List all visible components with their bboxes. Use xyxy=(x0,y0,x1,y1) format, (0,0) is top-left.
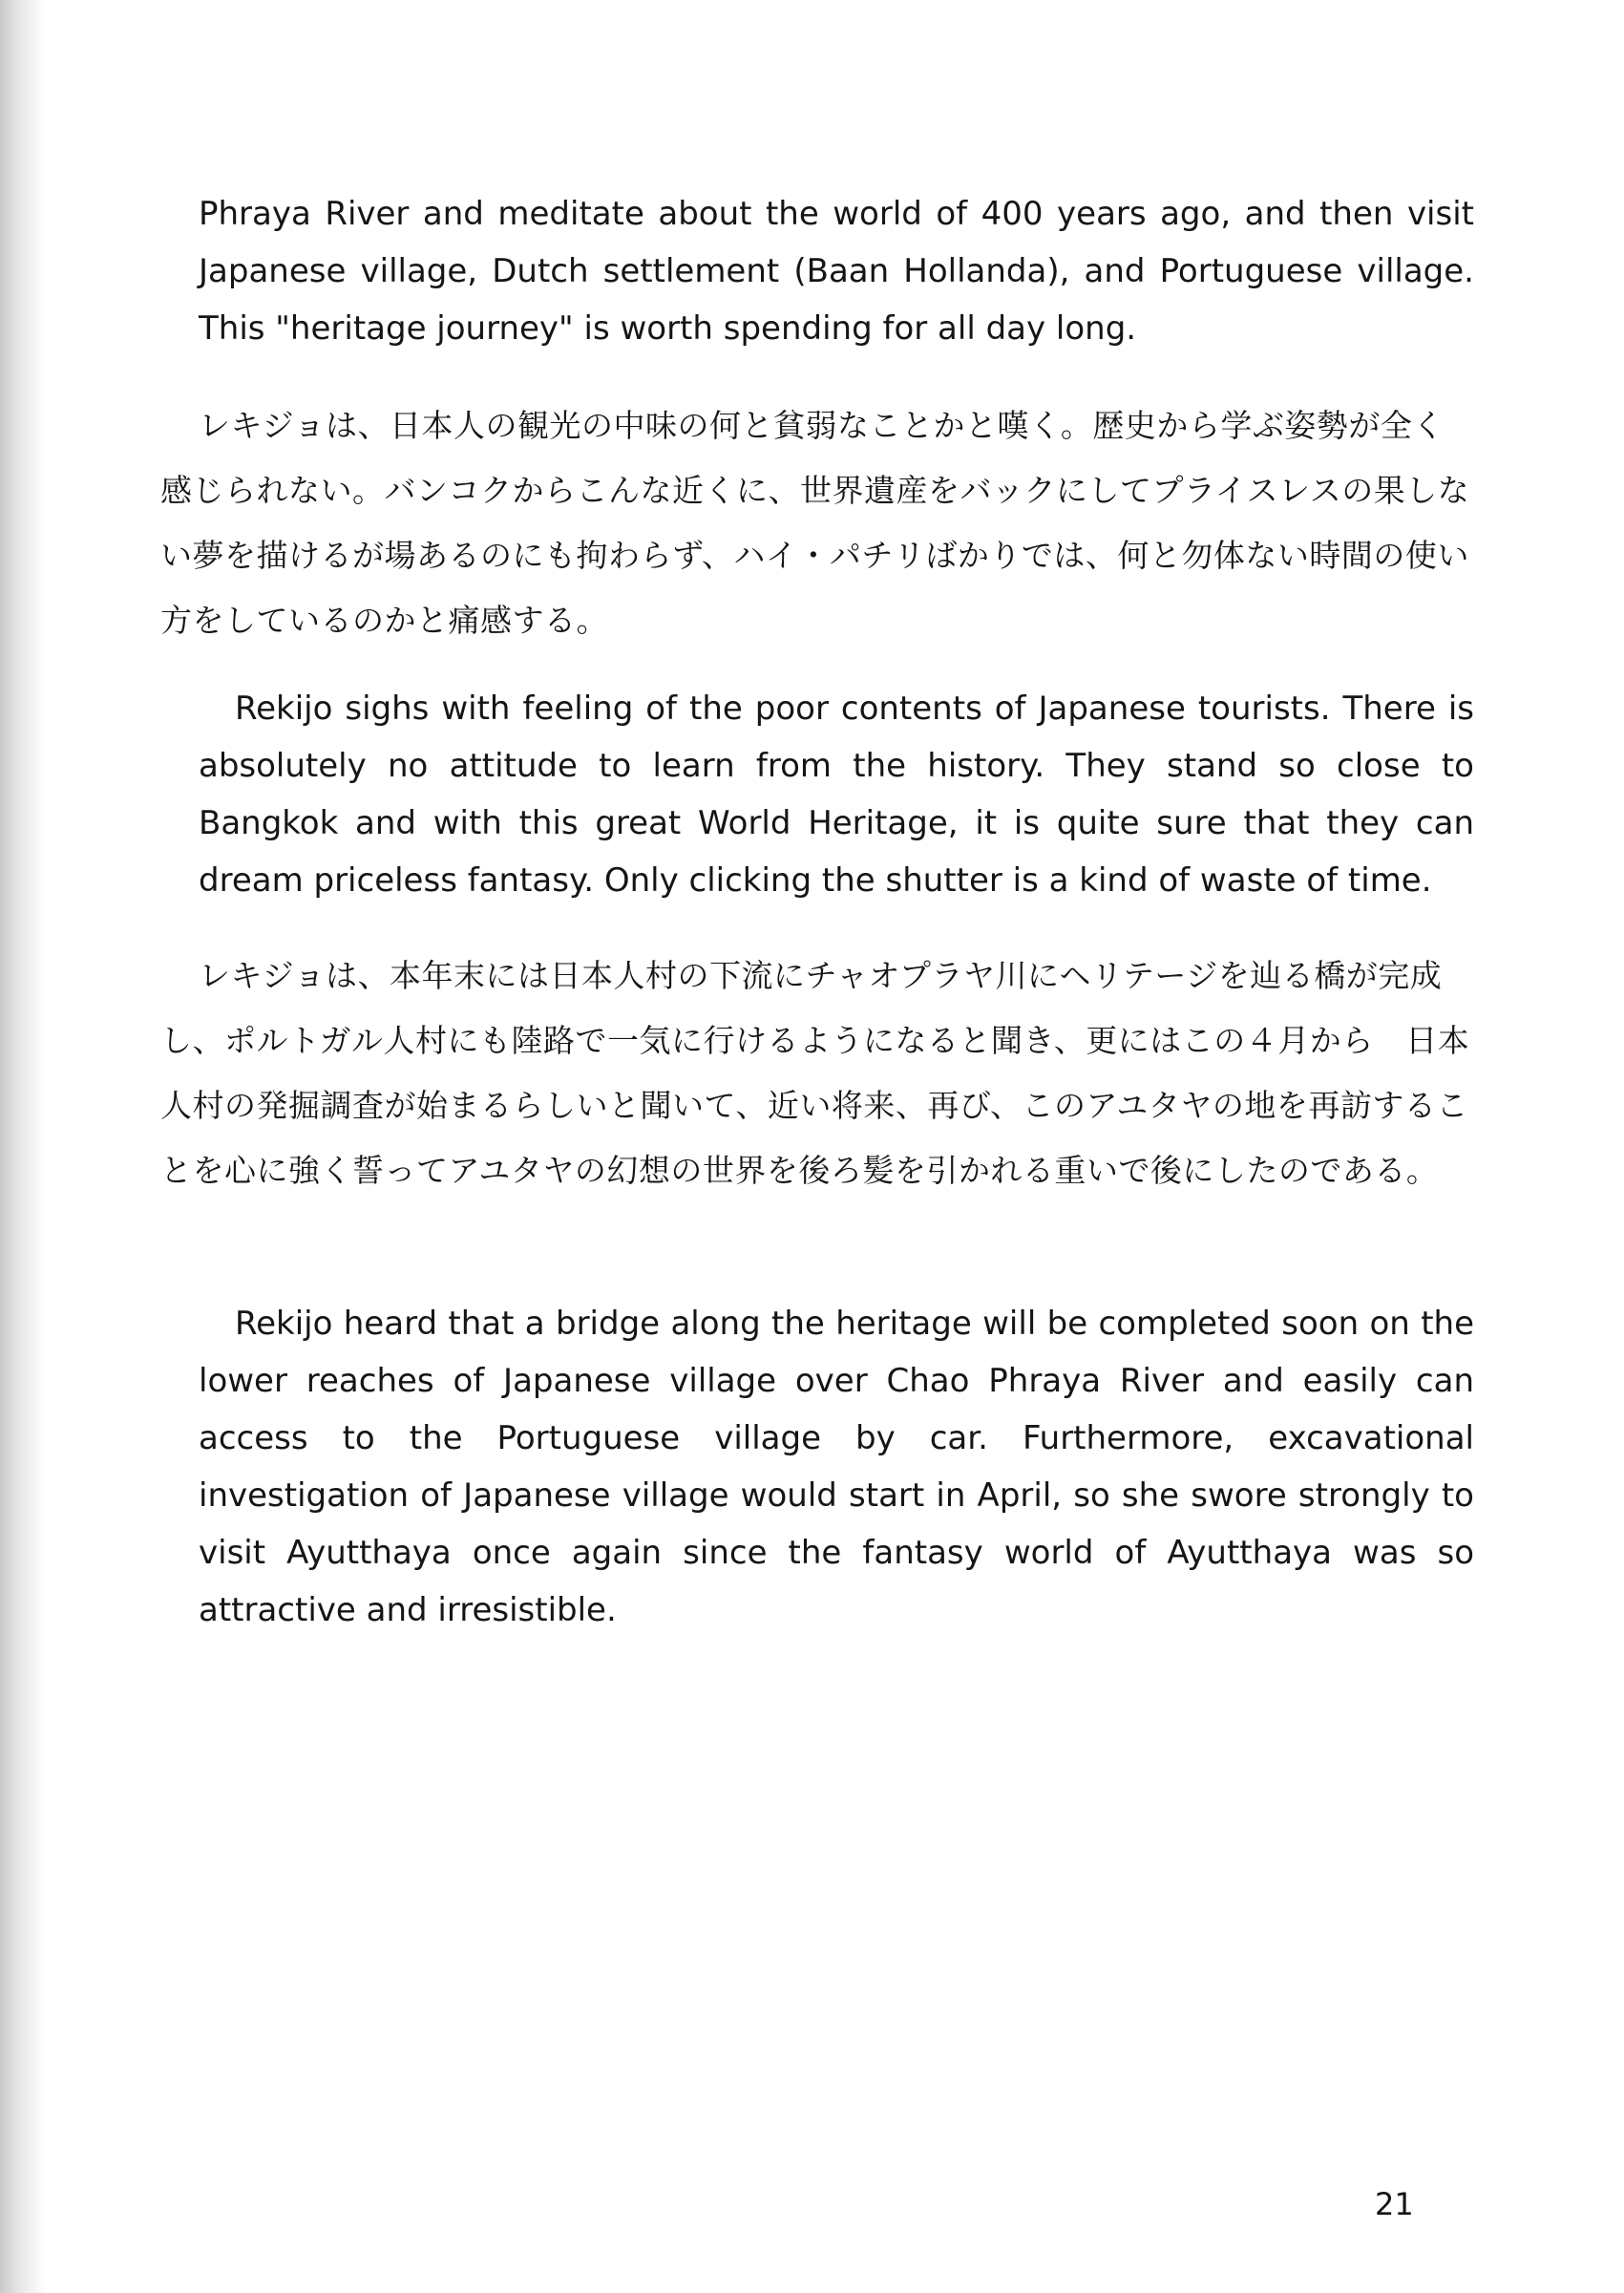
page-edge-shadow xyxy=(0,0,46,2293)
paragraph-english-2: Rekijo sighs with feeling of the poor contents of Japanese tourists. There is absolutely no attitude to learn from the history. They stand so close to Bangkok and with this great World Heritage, it is quite sure that they can dream priceless fantasy. Only clicking the shutter is a kind of waste of time. xyxy=(199,690,1474,900)
paragraph-japanese-2: レキジョは、本年末には日本人村の下流にチャオプラヤ川にヘリテージを辿る橋が完成し、ポルトガル人村にも陸路で一気に行けるようになると聞き、更にはこの４月から 日本人村の発掘調査が始まるらしいと聞いて、近い将来、再び、このアユタヤの地を再訪することを心に強く誓ってアユタヤの幻想の世界を後ろ髪を引かれる重いで後にしたのである。 xyxy=(160,957,1470,1189)
page-number: 21 xyxy=(1375,2186,1414,2222)
paragraph-japanese-1: レキジョは、日本人の観光の中味の何と貧弱なことかと嘆く。歴史から学ぶ姿勢が全く感じられない。バンコクからこんな近くに、世界遺産をバックにしてプライスレスの果しない夢を描けるが場あるのにも拘わらず、ハイ・パチリばかりでは、何と勿体ない時間の使い方をしているのかと痛感する。 xyxy=(160,407,1470,639)
paragraph-english-1: Phraya River and meditate about the world of 400 years ago, and then visit Japanese village, Dutch settlement (Baan Hollanda), and Portuguese village. This "heritage journey" is worth spending for all day long. xyxy=(199,195,1474,348)
paragraph-english-3: Rekijo heard that a bridge along the heritage will be completed soon on the lower reaches of Japanese village over Chao Phraya River and easily can access to the Portuguese village by car. Furthermore, excavational investigation of Japanese village would start in April, so she swore strongly to visit Ayutthaya once again since the fantasy world of Ayutthaya was so attractive and irresistible. xyxy=(199,1305,1474,1629)
